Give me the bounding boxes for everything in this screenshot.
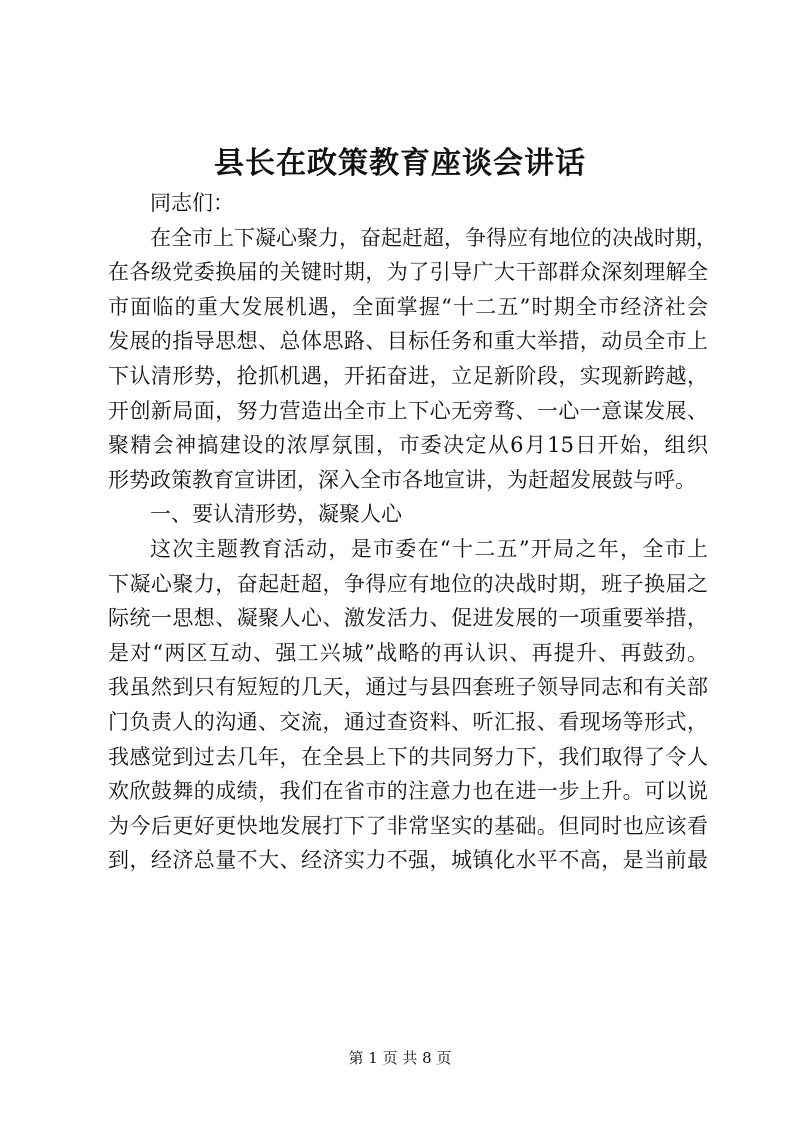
document-title: 县长在政策教育座谈会讲话	[214, 146, 586, 181]
paragraph-line: 际统一思想、凝聚人心、激发活力、促进发展的一项重要举措，	[108, 606, 708, 631]
document-body	[108, 186, 717, 878]
paragraph-line: 在全市上下凝心聚力，奋起赶超，争得应有地位的决战时期，	[150, 225, 717, 250]
salutation-line: 同志们：	[150, 191, 234, 215]
paragraph-line: 门负责人的沟通、交流，通过查资料、听汇报、看现场等形式，	[108, 709, 708, 734]
paragraph-line: 下凝心聚力，奋起赶超，争得应有地位的决战时期，班子换届之	[108, 571, 708, 596]
paragraph-line: 下认清形势，抢抓机遇，开拓奋进，立足新阶段，实现新跨越，	[108, 363, 708, 388]
paragraph-line: 开创新局面，努力营造出全市上下心无旁骛、一心一意谋发展、	[108, 398, 708, 423]
paragraph-line: 形势政策教育宣讲团，深入全市各地宣讲，为赶超发展鼓与呼。	[108, 467, 696, 492]
paragraph-line: 到，经济总量不大、经济实力不强，城镇化水平不高，是当前最	[108, 848, 708, 873]
paragraph-line: 欢欣鼓舞的成绩，我们在省市的注意力也在进一步上升。可以说	[108, 779, 708, 804]
paragraph-line: 为今后更好更快地发展打下了非常坚实的基础。但同时也应该看	[108, 813, 708, 838]
paragraph-line: 这次主题教育活动，是市委在“十二五”开局之年，全市上	[150, 536, 708, 561]
paragraph-line: 我感觉到过去几年，在全县上下的共同努力下，我们取得了令人	[108, 744, 708, 769]
page-footer: 第 1 页 共 8 页	[348, 1049, 452, 1067]
paragraph-line: 发展的指导思想、总体思路、目标任务和重大举措，动员全市上	[108, 329, 708, 354]
paragraph-line: 在各级党委换届的关键时期，为了引导广大干部群众深刻理解全	[108, 260, 708, 285]
section-heading: 一、要认清形势，凝聚人心	[150, 502, 402, 527]
paragraph-line: 我虽然到只有短短的几天，通过与县四套班子领导同志和有关部	[108, 675, 708, 700]
paragraph-line: 聚精会神搞建设的浓厚氛围，市委决定从6月15日开始，组织	[108, 433, 708, 458]
paragraph-line: 是对“两区互动、强工兴城”战略的再认识、再提升、再鼓劲。	[108, 640, 708, 665]
paragraph-line: 市面临的重大发展机遇，全面掌握“十二五”时期全市经济社会	[108, 294, 708, 319]
